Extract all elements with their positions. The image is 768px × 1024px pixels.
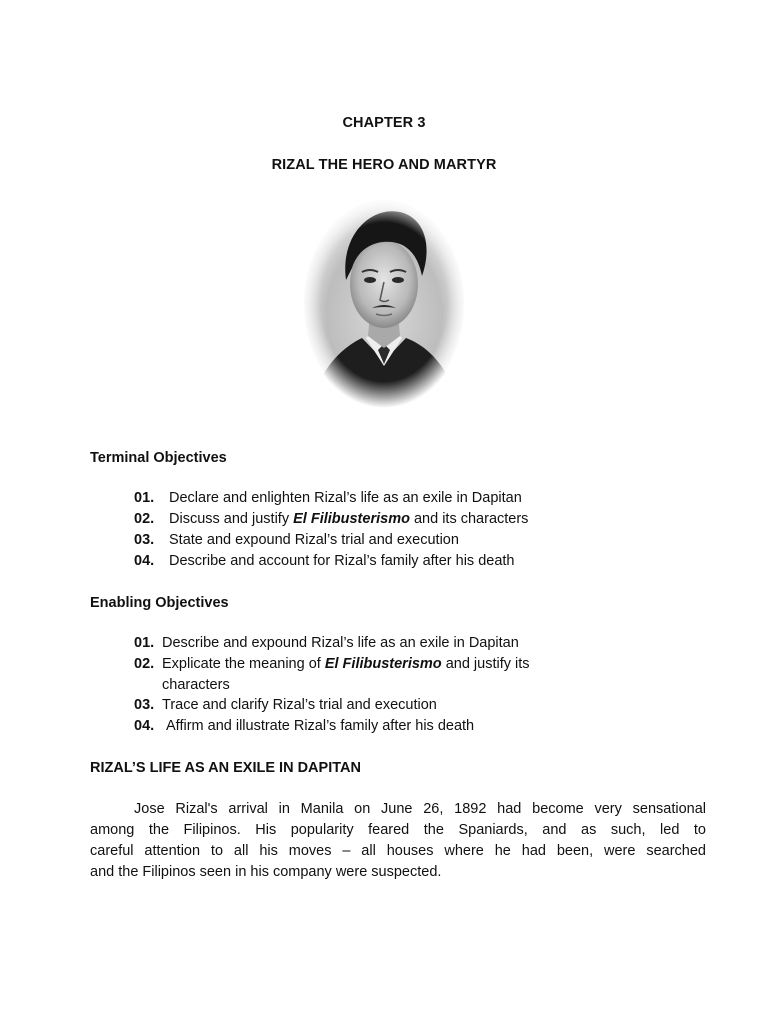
terminal-objectives-heading: Terminal Objectives: [90, 450, 227, 466]
list-item: 03. State and expound Rizal’s trial and execution: [134, 532, 459, 548]
body-paragraph: [90, 799, 706, 883]
enabling-objectives-heading: Enabling Objectives: [90, 595, 229, 611]
chapter-label: CHAPTER 3: [342, 115, 426, 131]
paragraph-line: among the Filipinos. His popularity feared the Spaniards, and as such, led to: [90, 822, 706, 838]
chapter-title: RIZAL THE HERO AND MARTYR: [271, 157, 497, 173]
list-item: 02. Discuss and justify El Filibusterismo and its characters: [134, 511, 529, 527]
paragraph-line: careful attention to all his moves – all houses where he had been, were searched: [90, 843, 706, 859]
portrait-image: [300, 196, 468, 408]
paragraph-line: and the Filipinos seen in his company were suspected.: [90, 864, 442, 880]
list-item-continuation: characters: [162, 677, 230, 693]
list-item: 03. Trace and clarify Rizal’s trial and execution: [134, 697, 437, 713]
list-item: 04. Affirm and illustrate Rizal’s family after his death: [134, 718, 475, 734]
list-item: 01. Describe and expound Rizal’s life as an exile in Dapitan: [134, 635, 519, 651]
list-item: 01. Declare and enlighten Rizal’s life as an exile in Dapitan: [134, 490, 522, 506]
list-item: 04. Describe and account for Rizal’s family after his death: [134, 553, 515, 569]
list-item: 02. Explicate the meaning of El Filibusterismo and justify its: [134, 656, 530, 672]
paragraph-line: Jose Rizal's arrival in Manila on June 26, 1892 had become very sensational: [134, 801, 706, 817]
section-heading: RIZAL’S LIFE AS AN EXILE IN DAPITAN: [90, 760, 361, 776]
